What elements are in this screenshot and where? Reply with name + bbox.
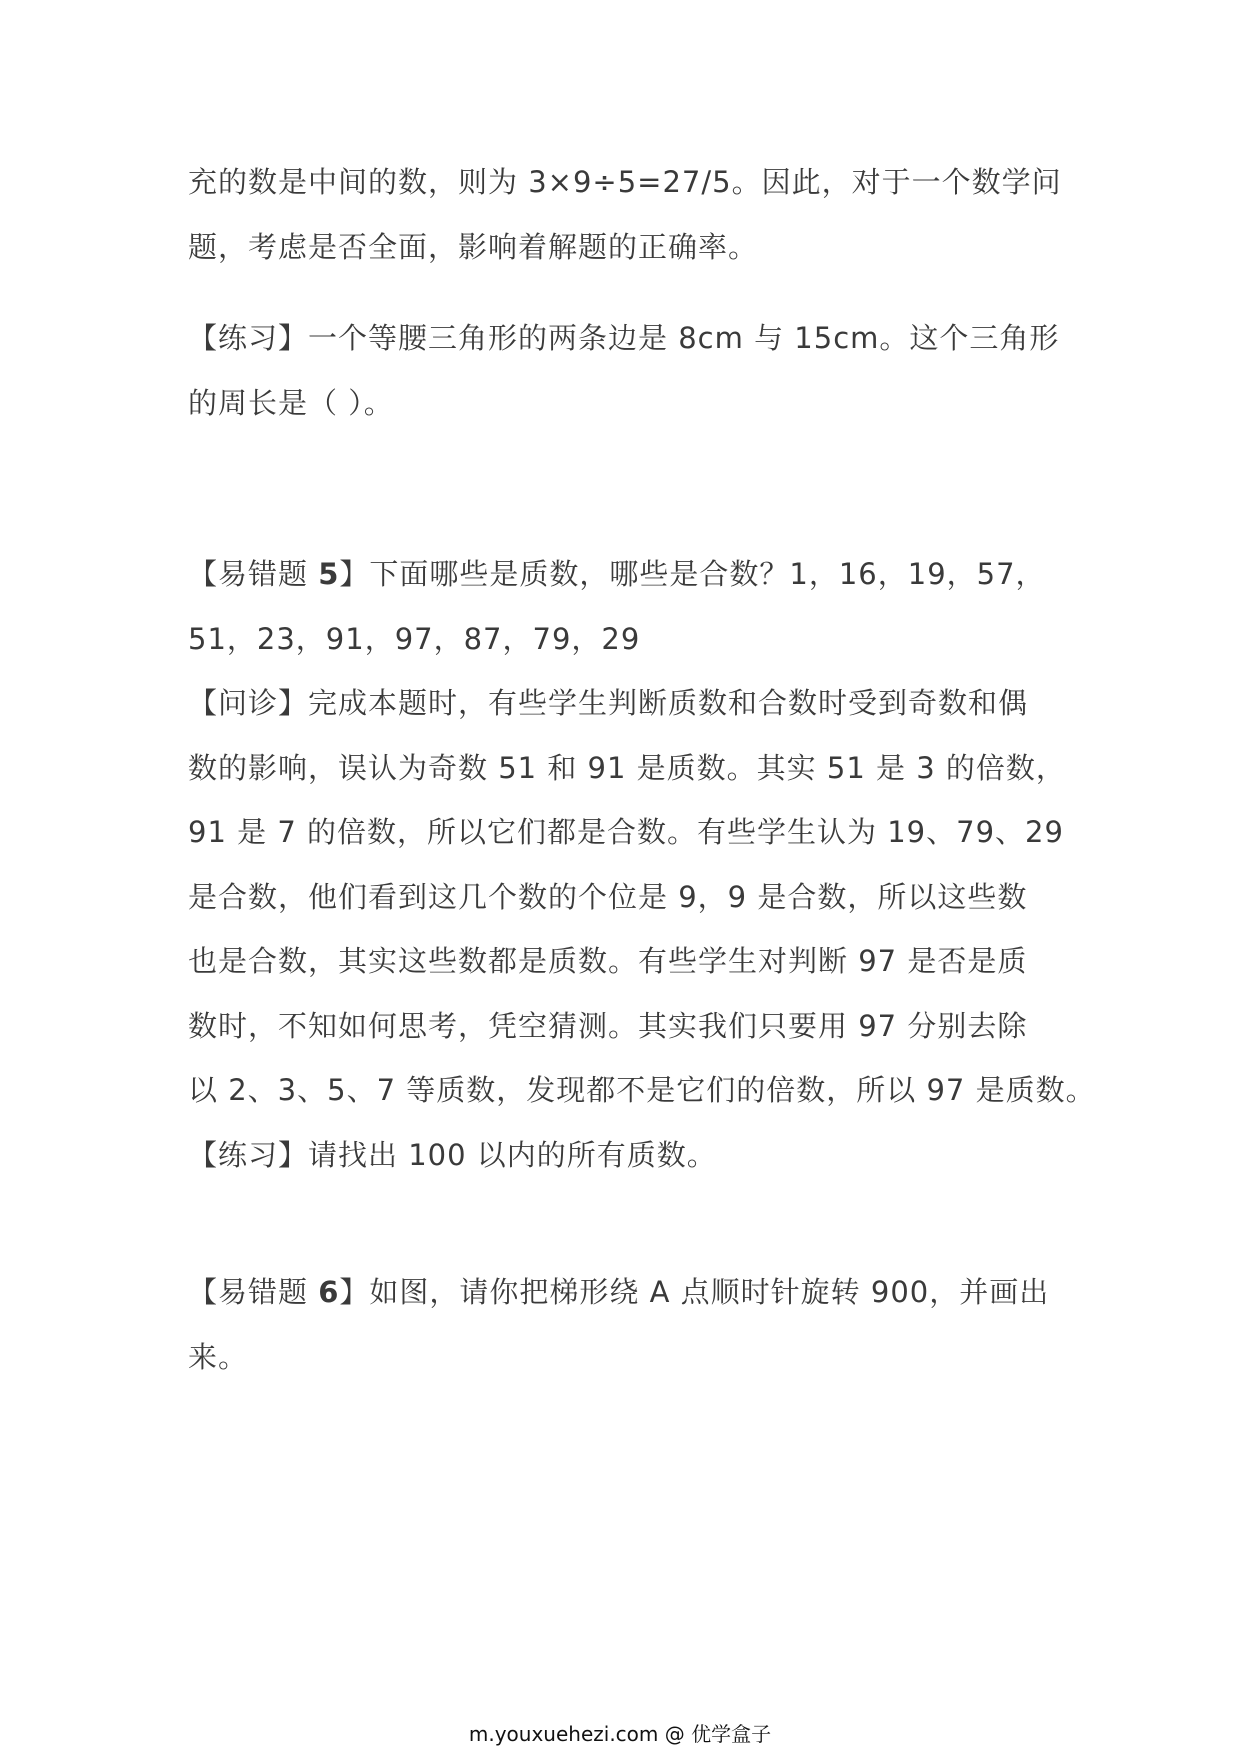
text-line: 以 2、3、5、7 等质数，发现都不是它们的倍数，所以 97 是质数。 xyxy=(188,1073,1096,1107)
text-line: 充的数是中间的数，则为 3×9÷5=27/5。因此，对于一个数学问 xyxy=(188,165,1062,199)
text-line: 51，23，91，97，87，79，29 xyxy=(188,621,641,656)
text-line: 也是合数，其实这些数都是质数。有些学生对判断 97 是否是质 xyxy=(188,944,1028,978)
paragraph-practice-triangle xyxy=(188,306,1068,435)
text-line: 91 是 7 的倍数，所以它们都是合数。有些学生认为 19、79、29 xyxy=(188,815,1064,849)
paragraph-explanation-end xyxy=(188,150,1068,279)
text-line: 题，考虑是否全面，影响着解题的正确率。 xyxy=(188,229,759,264)
text-line: 数时，不知如何思考，凭空猜测。其实我们只要用 97 分别去除 xyxy=(188,1008,1028,1043)
footer-watermark: m.youxuehezi.com @ 优学盒子 xyxy=(468,1722,772,1746)
question-title-line xyxy=(188,542,1068,607)
text-line: 是合数，他们看到这几个数的个位是 9，9 是合数，所以这些数 xyxy=(188,879,1028,914)
text-line: 【练习】一个等腰三角形的两条边是 8cm 与 15cm。这个三角形 xyxy=(188,321,1060,355)
diagnosis-line: 【问诊】完成本题时，有些学生判断质数和合数时受到奇数和偶 xyxy=(188,686,1029,720)
question-number: 5 xyxy=(318,557,340,591)
question-prefix: 【易错题 xyxy=(188,557,319,591)
question-text: 】如图，请你把梯形绕 A 点顺时针旋转 900，并画出 xyxy=(339,1275,1050,1309)
text-line: 来。 xyxy=(188,1339,249,1374)
text-line: 的周长是（ ）。 xyxy=(188,385,394,420)
practice-line: 【练习】请找出 100 以内的所有质数。 xyxy=(188,1137,717,1172)
question-number: 6 xyxy=(318,1275,340,1309)
paragraph-error-question-6 xyxy=(188,1260,1068,1389)
text-line: 数的影响，误认为奇数 51 和 91 是质数。其实 51 是 3 的倍数， xyxy=(188,750,1066,785)
question-text: 】下面哪些是质数，哪些是合数？1，16，19，57， xyxy=(339,557,1046,591)
paragraph-error-question-5 xyxy=(188,542,1096,1187)
question-prefix: 【易错题 xyxy=(188,1275,319,1309)
question-title-line xyxy=(188,1260,1068,1325)
